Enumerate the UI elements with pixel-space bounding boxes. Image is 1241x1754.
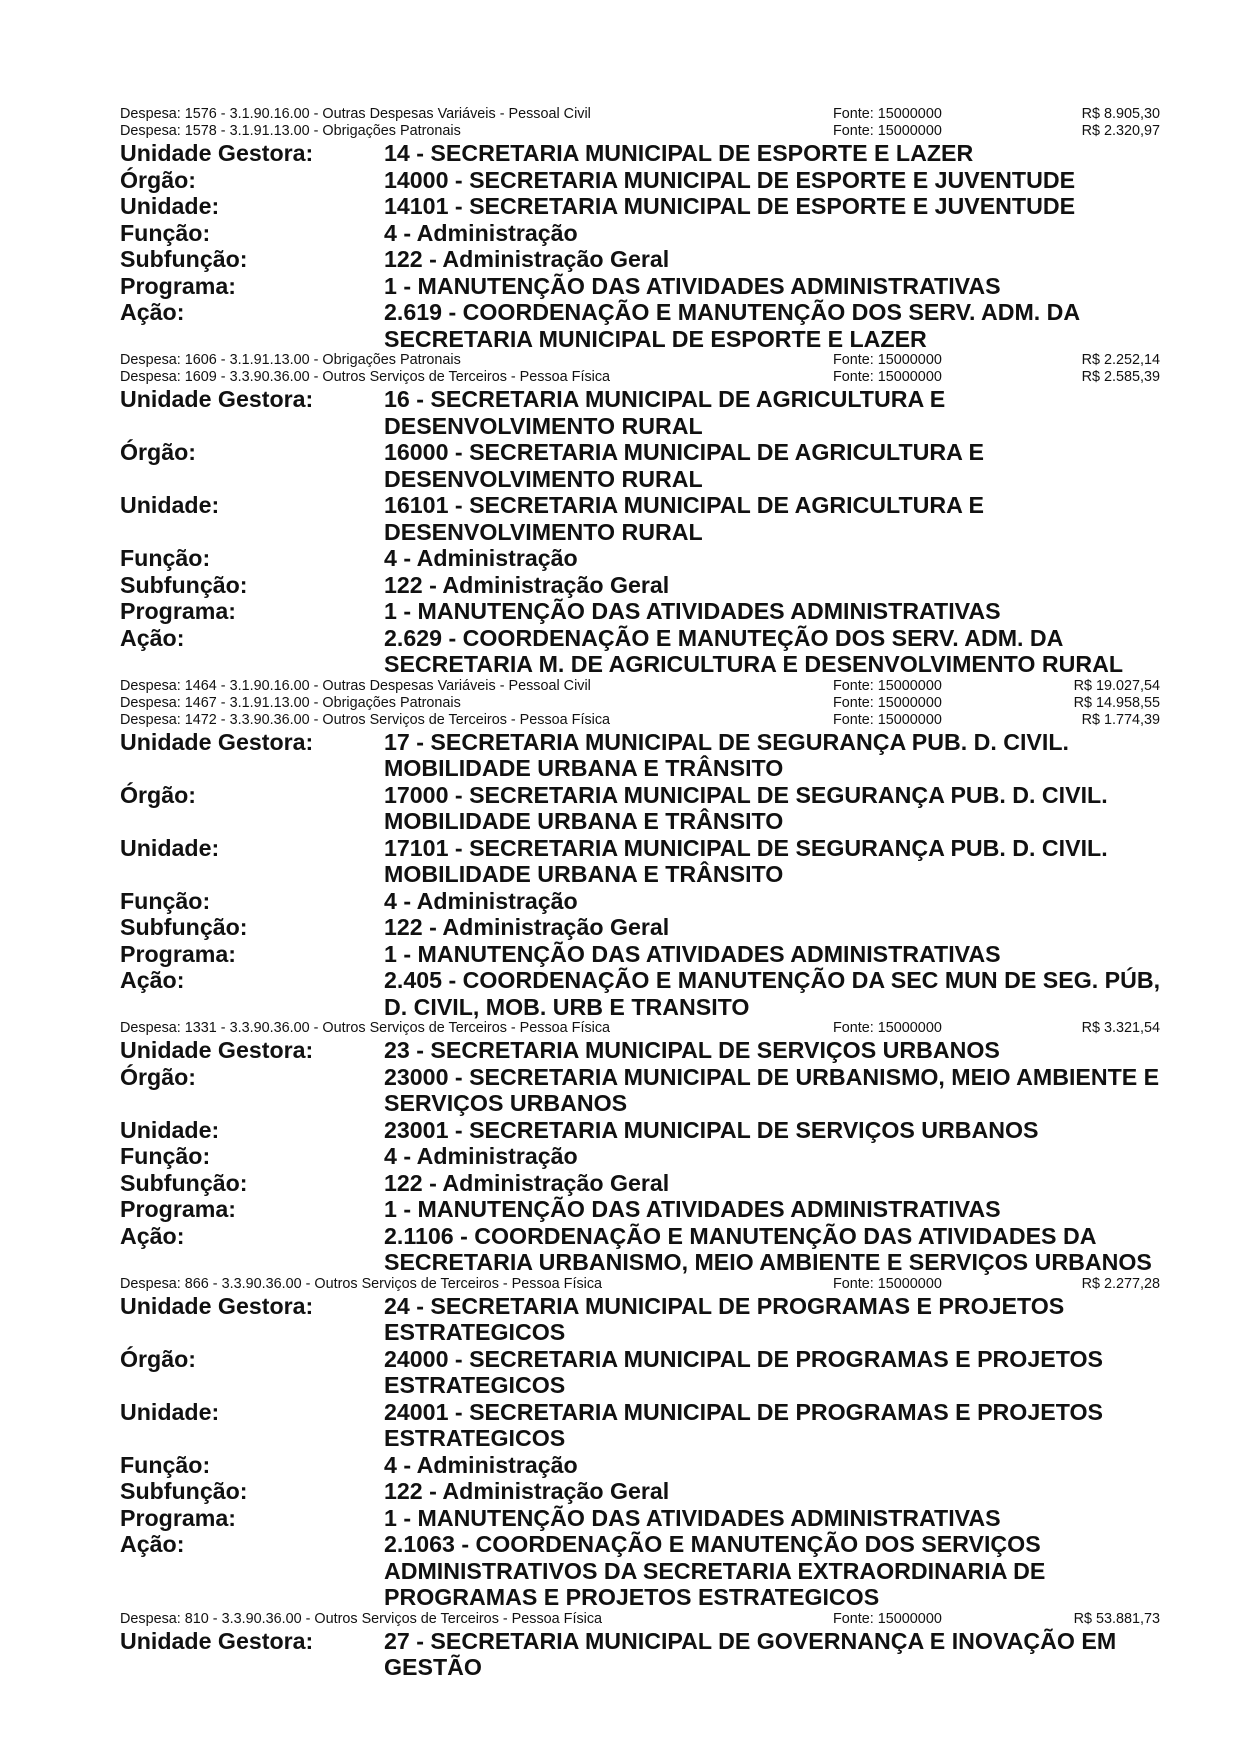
field-value: 1 - MANUTENÇÃO DAS ATIVIDADES ADMINISTRATIVAS [384, 272, 1001, 299]
field-value: 4 - Administração [384, 887, 578, 914]
field-acao [120, 1531, 1160, 1611]
field-unidade-gestora [120, 1037, 1160, 1064]
field-label: Unidade: [120, 193, 220, 219]
field-value: 14 - SECRETARIA MUNICIPAL DE ESPORTE E LAZER [384, 140, 974, 166]
field-funcao [120, 1143, 1160, 1170]
field-acao [120, 625, 1160, 678]
field-value: 1 - MANUTENÇÃO DAS ATIVIDADES ADMINISTRATIVAS [384, 598, 1001, 624]
field-funcao [120, 888, 1160, 915]
field-label: Órgão: [120, 1063, 197, 1090]
despesa-description: Despesa: 1331 - 3.3.90.36.00 - Outros Serviços de Terceiros - Pessoa Física [120, 1020, 611, 1036]
field-label: Subfunção: [120, 1169, 248, 1196]
despesa-fonte: Fonte: 15000000 [833, 1610, 942, 1627]
field-label: Programa: [120, 940, 236, 967]
despesa-fonte: Fonte: 15000000 [833, 1020, 942, 1036]
field-unidade [120, 1399, 1160, 1452]
despesa-valor: R$ 2.320,97 [1081, 123, 1160, 139]
field-label: Função: [120, 887, 211, 914]
field-label: Unidade: [120, 1398, 220, 1425]
despesa-row [120, 695, 1160, 712]
field-label: Unidade Gestora: [120, 1292, 314, 1319]
despesa-fonte: Fonte: 15000000 [833, 106, 942, 122]
despesa-description: Despesa: 1609 - 3.3.90.36.00 - Outros Serviços de Terceiros - Pessoa Física [120, 369, 611, 385]
field-value: 16000 - SECRETARIA MUNICIPAL DE AGRICULTURA E DESENVOLVIMENTO RURAL [384, 439, 984, 492]
field-label: Ação: [120, 624, 185, 651]
field-funcao [120, 220, 1160, 247]
field-value: 122 - Administração Geral [384, 1478, 670, 1504]
field-value: 2.1063 - COORDENAÇÃO E MANUTENÇÃO DOS SERVIÇOS ADMINISTRATIVOS DA SECRETARIA EXTRAORDINARIA DE PROGRAMAS E PROJETOS ESTRATEGICOS [384, 1531, 1046, 1610]
despesa-row [120, 106, 1160, 123]
field-programa [120, 598, 1160, 625]
despesa-description: Despesa: 1467 - 3.1.91.13.00 - Obrigações Patronais [120, 694, 461, 711]
despesa-valor: R$ 2.277,28 [1081, 1275, 1160, 1292]
field-programa [120, 941, 1160, 968]
field-acao [120, 299, 1160, 352]
field-label: Função: [120, 219, 211, 246]
field-label: Unidade: [120, 1116, 220, 1143]
despesa-valor: R$ 2.252,14 [1081, 352, 1160, 368]
field-label: Órgão: [120, 781, 197, 808]
despesa-fonte: Fonte: 15000000 [833, 694, 942, 711]
field-value: 17101 - SECRETARIA MUNICIPAL DE SEGURANÇA PUB. D. CIVIL. MOBILIDADE URBANA E TRÂNSITO [384, 834, 1108, 887]
despesa-row [120, 1276, 1160, 1293]
despesa-valor: R$ 2.585,39 [1081, 369, 1160, 385]
field-label: Ação: [120, 1531, 185, 1557]
despesa-description: Despesa: 1576 - 3.1.90.16.00 - Outras Despesas Variáveis - Pessoal Civil [120, 106, 591, 122]
field-label: Subfunção: [120, 1478, 248, 1504]
despesa-valor: R$ 1.774,39 [1081, 711, 1160, 728]
field-unidade-gestora [120, 140, 1160, 167]
field-subfuncao [120, 1170, 1160, 1197]
field-programa [120, 273, 1160, 300]
field-unidade-gestora [120, 386, 1160, 439]
despesa-fonte: Fonte: 15000000 [833, 369, 942, 385]
despesa-description: Despesa: 1578 - 3.1.91.13.00 - Obrigações Patronais [120, 123, 461, 139]
field-label: Unidade: [120, 834, 220, 861]
field-value: 23001 - SECRETARIA MUNICIPAL DE SERVIÇOS URBANOS [384, 1116, 1039, 1143]
field-value: 4 - Administração [384, 545, 578, 571]
field-orgao [120, 167, 1160, 194]
field-value: 4 - Administração [384, 219, 578, 246]
despesa-row [120, 369, 1160, 386]
field-label: Ação: [120, 967, 185, 993]
field-subfuncao [120, 914, 1160, 941]
field-unidade [120, 492, 1160, 545]
field-funcao [120, 545, 1160, 572]
despesa-row [120, 1611, 1160, 1628]
document-page [120, 106, 1160, 1681]
field-unidade-gestora [120, 1293, 1160, 1346]
field-value: 4 - Administração [384, 1451, 578, 1478]
field-value: 1 - MANUTENÇÃO DAS ATIVIDADES ADMINISTRATIVAS [384, 940, 1001, 967]
field-label: Órgão: [120, 166, 197, 193]
despesa-description: Despesa: 866 - 3.3.90.36.00 - Outros Serviços de Terceiros - Pessoa Física [120, 1275, 603, 1292]
field-programa [120, 1196, 1160, 1223]
despesa-valor: R$ 3.321,54 [1081, 1020, 1160, 1036]
field-funcao [120, 1452, 1160, 1479]
despesa-valor: R$ 14.958,55 [1073, 694, 1160, 711]
field-orgao [120, 1346, 1160, 1399]
field-value: 2.629 - COORDENAÇÃO E MANUTEÇÃO DOS SERV. ADM. DA SECRETARIA M. DE AGRICULTURA E DESENVOLVIMENTO RURAL [384, 624, 1124, 677]
field-value: 14101 - SECRETARIA MUNICIPAL DE ESPORTE E JUVENTUDE [384, 193, 1076, 219]
field-orgao [120, 439, 1160, 492]
field-label: Unidade Gestora: [120, 728, 314, 755]
field-value: 122 - Administração Geral [384, 914, 670, 940]
field-label: Unidade Gestora: [120, 386, 314, 412]
field-label: Função: [120, 1143, 211, 1169]
field-value: 27 - SECRETARIA MUNICIPAL DE GOVERNANÇA E INOVAÇÃO EM GESTÃO [384, 1627, 1117, 1680]
despesa-description: Despesa: 1606 - 3.1.91.13.00 - Obrigações Patronais [120, 352, 461, 368]
despesa-valor: R$ 8.905,30 [1081, 106, 1160, 122]
field-value: 1 - MANUTENÇÃO DAS ATIVIDADES ADMINISTRATIVAS [384, 1504, 1001, 1531]
field-value: 14000 - SECRETARIA MUNICIPAL DE ESPORTE E JUVENTUDE [384, 166, 1076, 193]
despesa-fonte: Fonte: 15000000 [833, 1275, 942, 1292]
field-unidade [120, 1117, 1160, 1144]
field-unidade-gestora [120, 1628, 1160, 1681]
field-unidade [120, 835, 1160, 888]
field-value: 24000 - SECRETARIA MUNICIPAL DE PROGRAMAS E PROJETOS ESTRATEGICOS [384, 1345, 1103, 1398]
field-value: 122 - Administração Geral [384, 571, 670, 598]
field-subfuncao [120, 572, 1160, 599]
despesa-fonte: Fonte: 15000000 [833, 352, 942, 368]
field-label: Subfunção: [120, 246, 248, 272]
field-label: Órgão: [120, 1345, 197, 1372]
despesa-row [120, 123, 1160, 140]
field-label: Programa: [120, 1196, 236, 1222]
despesa-row [120, 712, 1160, 729]
field-value: 122 - Administração Geral [384, 1169, 670, 1196]
despesa-row [120, 1020, 1160, 1037]
field-label: Unidade Gestora: [120, 1037, 314, 1063]
field-value: 122 - Administração Geral [384, 246, 670, 272]
despesa-row [120, 678, 1160, 695]
field-value: 1 - MANUTENÇÃO DAS ATIVIDADES ADMINISTRATIVAS [384, 1196, 1001, 1222]
field-value: 17 - SECRETARIA MUNICIPAL DE SEGURANÇA PUB. D. CIVIL. MOBILIDADE URBANA E TRÂNSITO [384, 728, 1069, 781]
field-subfuncao [120, 246, 1160, 273]
field-acao [120, 967, 1160, 1020]
despesa-description: Despesa: 810 - 3.3.90.36.00 - Outros Serviços de Terceiros - Pessoa Física [120, 1610, 603, 1627]
field-subfuncao [120, 1478, 1160, 1505]
field-label: Subfunção: [120, 571, 248, 598]
despesa-fonte: Fonte: 15000000 [833, 123, 942, 139]
field-value: 23 - SECRETARIA MUNICIPAL DE SERVIÇOS URBANOS [384, 1037, 1000, 1063]
field-value: 24 - SECRETARIA MUNICIPAL DE PROGRAMAS E PROJETOS ESTRATEGICOS [384, 1292, 1065, 1345]
despesa-fonte: Fonte: 15000000 [833, 677, 942, 694]
field-value: 24001 - SECRETARIA MUNICIPAL DE PROGRAMAS E PROJETOS ESTRATEGICOS [384, 1398, 1103, 1451]
despesa-valor: R$ 53.881,73 [1073, 1610, 1160, 1627]
field-value: 4 - Administração [384, 1143, 578, 1169]
field-programa [120, 1505, 1160, 1532]
field-acao [120, 1223, 1160, 1276]
despesa-description: Despesa: 1464 - 3.1.90.16.00 - Outras Despesas Variáveis - Pessoal Civil [120, 677, 591, 694]
field-value: 23000 - SECRETARIA MUNICIPAL DE URBANISMO, MEIO AMBIENTE E SERVIÇOS URBANOS [384, 1063, 1160, 1116]
despesa-row [120, 352, 1160, 369]
field-value: 2.1106 - COORDENAÇÃO E MANUTENÇÃO DAS ATIVIDADES DA SECRETARIA URBANISMO, MEIO AMBIENTE E SERVIÇOS URBANOS [384, 1222, 1152, 1275]
field-value: 17000 - SECRETARIA MUNICIPAL DE SEGURANÇA PUB. D. CIVIL. MOBILIDADE URBANA E TRÂNSITO [384, 781, 1108, 834]
despesa-fonte: Fonte: 15000000 [833, 711, 942, 728]
field-orgao [120, 782, 1160, 835]
field-orgao [120, 1064, 1160, 1117]
field-label: Unidade Gestora: [120, 1627, 314, 1654]
field-value: 2.405 - COORDENAÇÃO E MANUTENÇÃO DA SEC MUN DE SEG. PÚB, D. CIVIL, MOB. URB E TRANSITO [384, 967, 1161, 1020]
despesa-description: Despesa: 1472 - 3.3.90.36.00 - Outros Serviços de Terceiros - Pessoa Física [120, 711, 611, 728]
field-value: 16 - SECRETARIA MUNICIPAL DE AGRICULTURA E DESENVOLVIMENTO RURAL [384, 386, 946, 439]
field-label: Unidade: [120, 492, 220, 518]
field-label: Programa: [120, 1504, 236, 1531]
field-label: Ação: [120, 1222, 185, 1249]
field-label: Programa: [120, 598, 236, 624]
despesa-valor: R$ 19.027,54 [1073, 677, 1160, 694]
field-label: Função: [120, 545, 211, 571]
field-label: Função: [120, 1451, 211, 1478]
field-value: 16101 - SECRETARIA MUNICIPAL DE AGRICULTURA E DESENVOLVIMENTO RURAL [384, 492, 984, 545]
field-unidade [120, 193, 1160, 220]
field-label: Unidade Gestora: [120, 140, 314, 166]
field-unidade-gestora [120, 729, 1160, 782]
field-label: Ação: [120, 299, 185, 325]
field-label: Subfunção: [120, 914, 248, 940]
field-label: Órgão: [120, 439, 197, 465]
field-value: 2.619 - COORDENAÇÃO E MANUTENÇÃO DOS SERV. ADM. DA SECRETARIA MUNICIPAL DE ESPORTE E LAZER [384, 299, 1080, 352]
field-label: Programa: [120, 272, 236, 299]
